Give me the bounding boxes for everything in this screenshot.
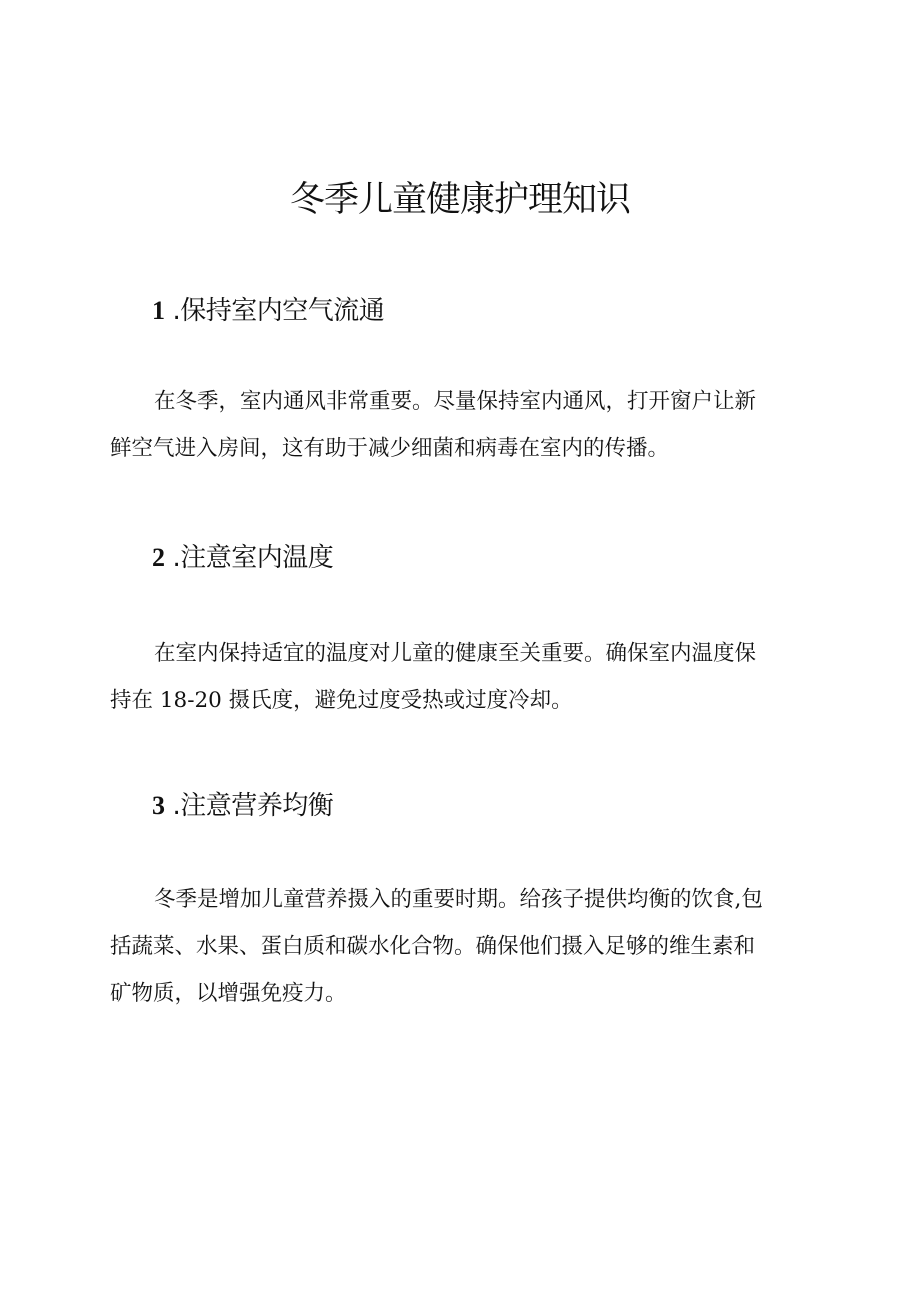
section-heading-2 bbox=[152, 540, 333, 576]
section-heading-3 bbox=[152, 788, 333, 824]
section-paragraph-1 bbox=[110, 378, 810, 472]
section-heading-text: .保持室内空气流通 bbox=[172, 296, 385, 326]
paragraph-line: 括蔬菜、水果、蛋白质和碳水化合物。确保他们摄入足够的维生素和 bbox=[110, 934, 756, 959]
paragraph-line: 在冬季，室内通风非常重要。尽量保持室内通风，打开窗户让新 bbox=[154, 389, 757, 414]
section-heading-1 bbox=[152, 293, 384, 329]
section-paragraph-3 bbox=[110, 876, 810, 1017]
section-heading-text: .注意室内温度 bbox=[172, 543, 334, 573]
document-title: 冬季儿童健康护理知识 bbox=[289, 180, 630, 220]
paragraph-line: 在室内保持适宜的温度对儿童的健康至关重要。确保室内温度保 bbox=[154, 641, 757, 666]
paragraph-line: 鲜空气进入房间，这有助于减少细菌和病毒在室内的传播。 bbox=[110, 436, 670, 461]
section-number: 3 bbox=[152, 791, 165, 820]
section-number: 1 bbox=[152, 296, 165, 325]
paragraph-line: 矿物质，以增强免疫力。 bbox=[110, 981, 347, 1006]
section-number: 2 bbox=[152, 543, 165, 572]
paragraph-line: 冬季是增加儿童营养摄入的重要时期。给孩子提供均衡的饮食,包 bbox=[154, 887, 763, 912]
section-heading-text: .注意营养均衡 bbox=[172, 791, 334, 821]
paragraph-line: 持在 18-20 摄氏度，避免过度受热或过度冷却。 bbox=[110, 688, 573, 713]
section-paragraph-2 bbox=[110, 630, 810, 724]
